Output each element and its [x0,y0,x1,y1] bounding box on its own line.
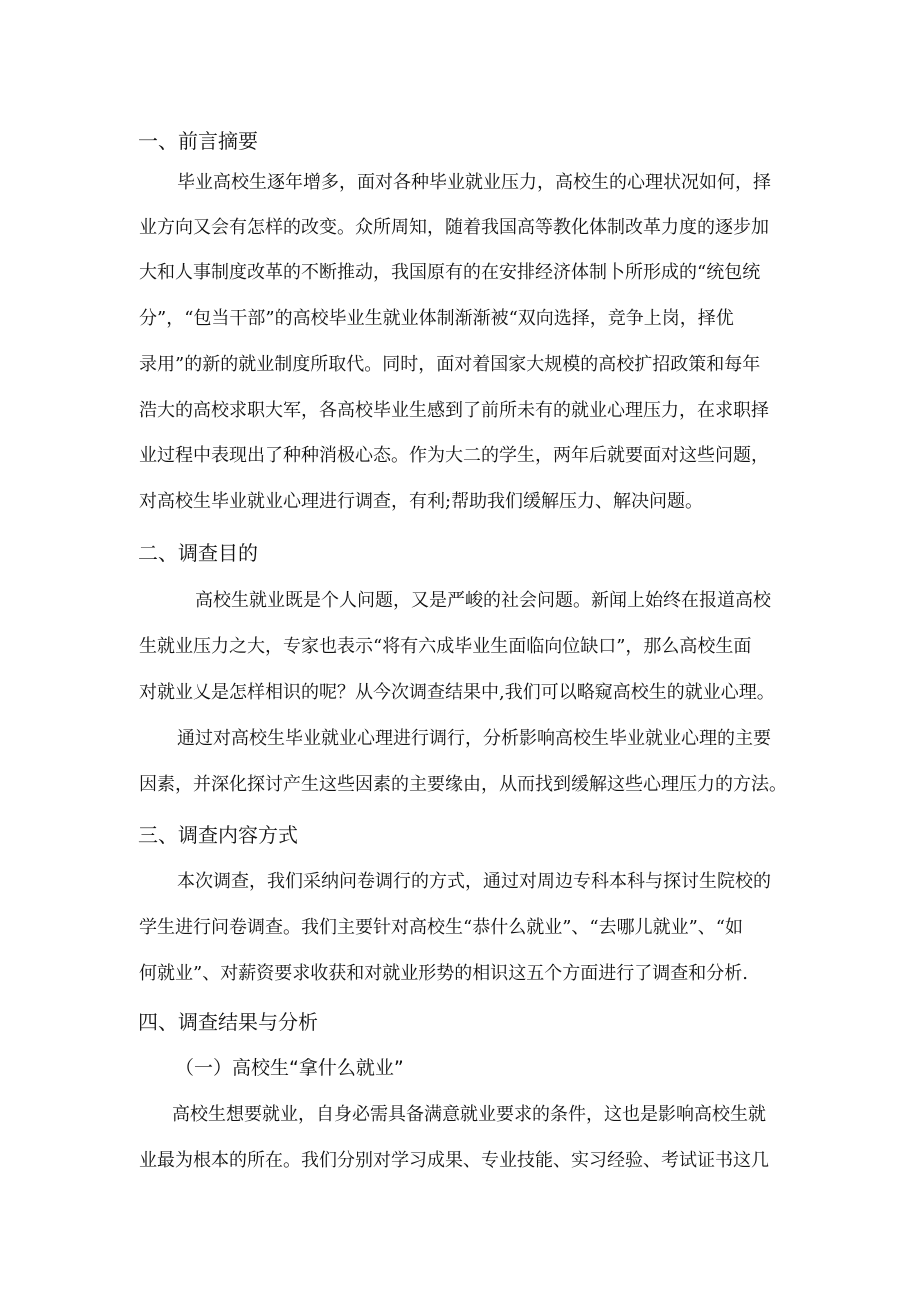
paragraph-line: 因素，并深化探讨产生这些因素的主要缘由，从而找到缓解这些心理压力的方法。 [139,774,787,795]
section-heading-results: 四、调查结果与分析 [138,1010,318,1034]
paragraph-line: 业最为根本的所在。我们分别对学习成果、专业技能、实习经验、考试证书这几 [139,1150,769,1171]
paragraph-line: 何就业”、对薪资要求收获和对就业形势的相识这五个方面进行了调查和分析. [139,963,748,984]
subsection-heading: （一）高校生“拿什么就业” [175,1057,404,1079]
section-heading-preface: 一、前言摘要 [138,129,258,153]
paragraph-line: 毕业高校生逐年增多，面对各种毕业就业压力，高校生的心理状况如何，择 [177,172,771,193]
paragraph-line: 业过程中表现出了种种消极心态。作为大二的学生，两年后就要面对这些问题， [139,445,769,466]
paragraph-line: 本次调查，我们采纳问卷调行的方式，通过对周边专科本科与探讨生院校的 [177,871,771,892]
paragraph-line: 生就业压力之大，专家也表示“将有六成毕业生面临向位缺口”，那么高校生面 [139,636,752,657]
paragraph-line: 浩大的高校求职大军，各高校毕业生感到了前所未有的就业心理压力，在求职择 [139,400,769,421]
section-heading-method: 三、调查内容方式 [138,823,298,847]
paragraph-line: 对就业乂是怎样相识的呢？从今次调查结果中,我们可以略窥高校生的就业心理。 [139,682,775,703]
paragraph-line: 大和人事制度改革的不断推动，我国原有的在安排经济体制卜所形成的“统包统 [139,262,761,283]
paragraph-line: 对高校生毕业就业心理进行调查，有利;帮助我们缓解压力、解决问题。 [139,491,704,512]
paragraph-line: 学生进行问卷调查。我们主要针对高校生“恭什么就业”、“去哪儿就业”、“如 [139,917,744,938]
paragraph-line: 分”，“包当干部”的高校毕业生就业体制渐渐被“双向选择，竞争上岗，择优 [139,308,734,329]
section-heading-purpose: 二、调查目的 [138,541,258,565]
paragraph-line: 业方向又会有怎样的改变。众所周知，随着我国高等教化体制改革力度的逐步加 [139,217,769,238]
paragraph-line: 高校生就业既是个人问题，又是严峻的社会问题。新闻上始终在报道高校 [195,590,771,611]
paragraph-line: 录用”的新的就业制度所取代。同时，面对着国家大规模的高校扩招政策和每年 [139,354,761,375]
paragraph-line: 高校生想要就业，自身必需具备满意就业要求的条件，这也是影响高校生就 [172,1104,766,1125]
paragraph-line: 通过对高校生毕业就业心理进行调行，分析影响高校生毕业就业心理的主要 [177,728,771,749]
